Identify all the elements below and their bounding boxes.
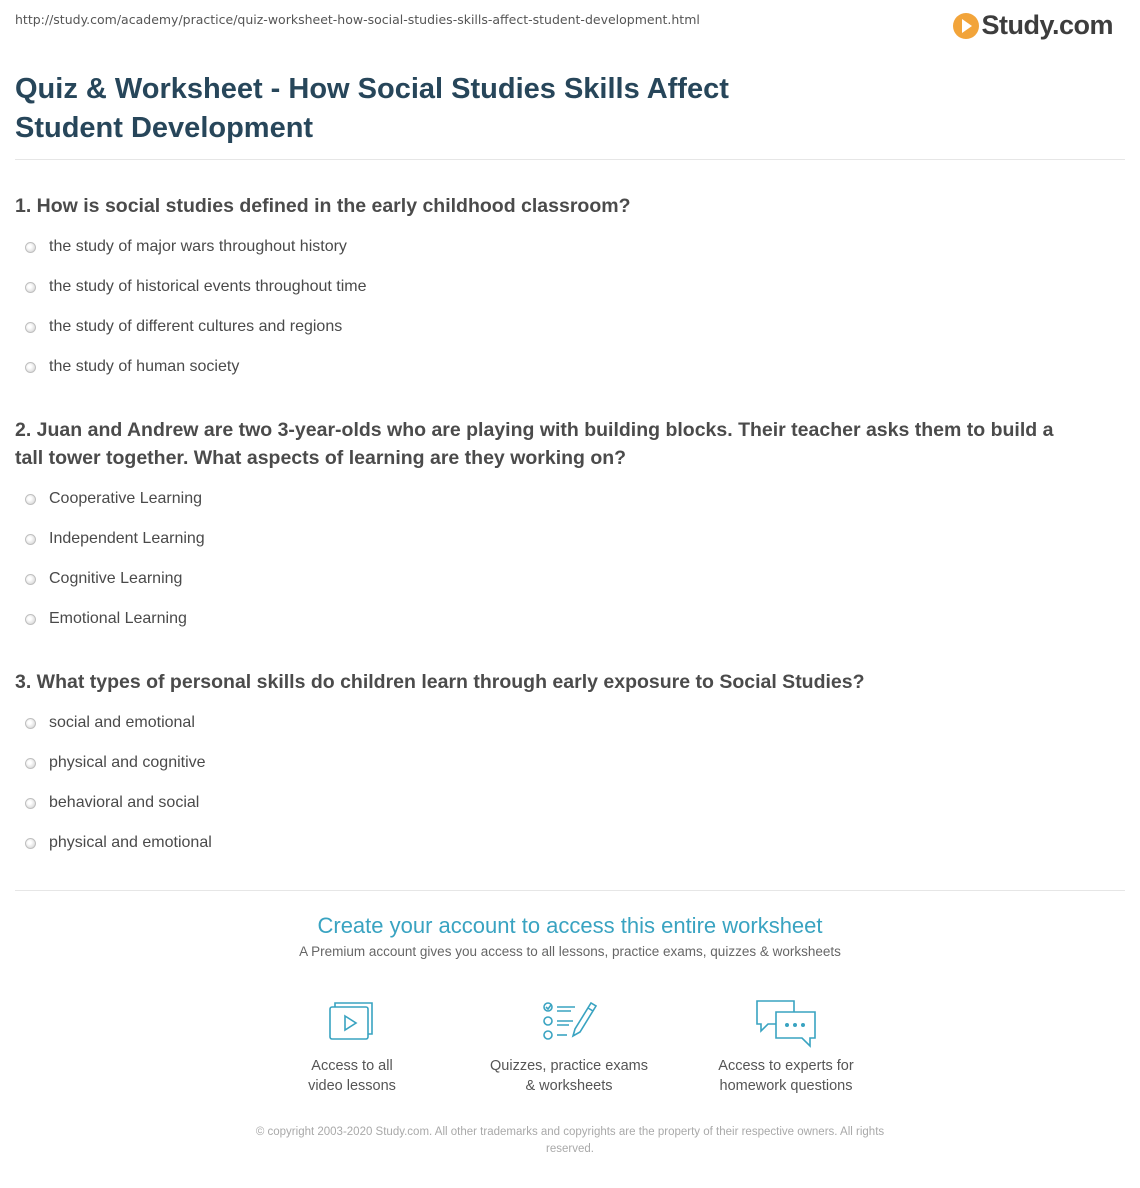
- answer-label: behavioral and social: [49, 794, 200, 811]
- answer-label: the study of human society: [49, 358, 240, 375]
- radio-button[interactable]: [25, 574, 36, 585]
- answer-option[interactable]: [23, 317, 342, 337]
- radio-button[interactable]: [25, 838, 36, 849]
- answer-option[interactable]: [23, 609, 187, 629]
- copyright-line2: reserved.: [546, 1143, 594, 1155]
- answer-label: the study of different cultures and regions: [49, 318, 343, 335]
- answer-option[interactable]: [23, 357, 239, 377]
- feature-text: & worksheets: [525, 1078, 613, 1094]
- answer-option[interactable]: [23, 833, 212, 853]
- top-bar: [15, 10, 1125, 44]
- copyright-text: [210, 1124, 930, 1158]
- answer-option[interactable]: [23, 569, 182, 589]
- answer-option[interactable]: [23, 237, 347, 257]
- feature-quizzes: [479, 998, 659, 1096]
- radio-button[interactable]: [25, 718, 36, 729]
- video-lessons-icon: [326, 998, 378, 1044]
- answer-label: the study of major wars throughout history: [49, 238, 347, 255]
- radio-button[interactable]: [25, 282, 36, 293]
- question-text-line1: 2. Juan and Andrew are two 3-year-olds who are playing with building blocks. Their teacher asks them to build a: [15, 419, 1054, 441]
- answer-option[interactable]: [23, 753, 206, 773]
- premium-description: A Premium account gives you access to all lessons, practice exams, quizzes & worksheets: [299, 944, 841, 959]
- answer-label: Cognitive Learning: [49, 570, 183, 587]
- radio-button[interactable]: [25, 322, 36, 333]
- question-2: [15, 416, 1125, 627]
- answer-label: Emotional Learning: [49, 610, 187, 627]
- radio-button[interactable]: [25, 614, 36, 625]
- radio-button[interactable]: [25, 758, 36, 769]
- feature-text: video lessons: [308, 1078, 396, 1094]
- chat-bubbles-icon: [754, 998, 818, 1048]
- page-url[interactable]: http://study.com/academy/practice/quiz-worksheet-how-social-studies-skills-affect-student-development.html: [15, 12, 700, 27]
- copyright-line1: © copyright 2003-2020 Study.com. All other trademarks and copyrights are the property of their respective owners. All rights: [255, 1126, 885, 1138]
- answer-option[interactable]: [23, 489, 202, 509]
- radio-button[interactable]: [25, 798, 36, 809]
- question-text: [15, 416, 1125, 472]
- feature-text: Quizzes, practice exams: [490, 1058, 648, 1074]
- answer-label: Cooperative Learning: [49, 490, 202, 507]
- answer-option[interactable]: [23, 529, 205, 549]
- quiz-checklist-icon: [541, 998, 597, 1044]
- create-account-link[interactable]: Create your account to access this entire worksheet: [317, 913, 823, 938]
- answer-label: social and emotional: [49, 714, 195, 731]
- play-logo-icon: [953, 13, 979, 39]
- question-text-line2: tall tower together. What aspects of learning are they working on?: [15, 447, 627, 469]
- answer-option[interactable]: [23, 713, 195, 733]
- page-title-line2: Student Development: [15, 112, 314, 144]
- radio-button[interactable]: [25, 242, 36, 253]
- radio-button[interactable]: [25, 494, 36, 505]
- page-title-line1: Quiz & Worksheet - How Social Studies Skills Affect: [15, 73, 729, 105]
- question-text: 3. What types of personal skills do children learn through early exposure to Social Studies?: [15, 671, 865, 693]
- radio-button[interactable]: [25, 362, 36, 373]
- answer-option[interactable]: [23, 793, 199, 813]
- feature-text: Access to all: [311, 1058, 393, 1074]
- feature-video-lessons: [262, 998, 442, 1096]
- feature-text: Access to experts for: [718, 1058, 854, 1074]
- question-text: 1. How is social studies defined in the early childhood classroom?: [15, 195, 631, 217]
- feature-experts: [696, 998, 876, 1096]
- divider: [15, 159, 1125, 160]
- study-logo[interactable]: [953, 10, 1113, 41]
- divider: [15, 890, 1125, 891]
- answer-label: physical and cognitive: [49, 754, 206, 771]
- radio-button[interactable]: [25, 534, 36, 545]
- logo-text: Study.com: [981, 10, 1113, 40]
- answer-option[interactable]: [23, 277, 367, 297]
- answer-label: Independent Learning: [49, 530, 205, 547]
- answer-label: the study of historical events throughout time: [49, 278, 367, 295]
- page-title: [15, 70, 915, 148]
- question-1: [15, 192, 1125, 375]
- feature-text: homework questions: [719, 1078, 853, 1094]
- answer-label: physical and emotional: [49, 834, 212, 851]
- question-3: [15, 668, 1125, 851]
